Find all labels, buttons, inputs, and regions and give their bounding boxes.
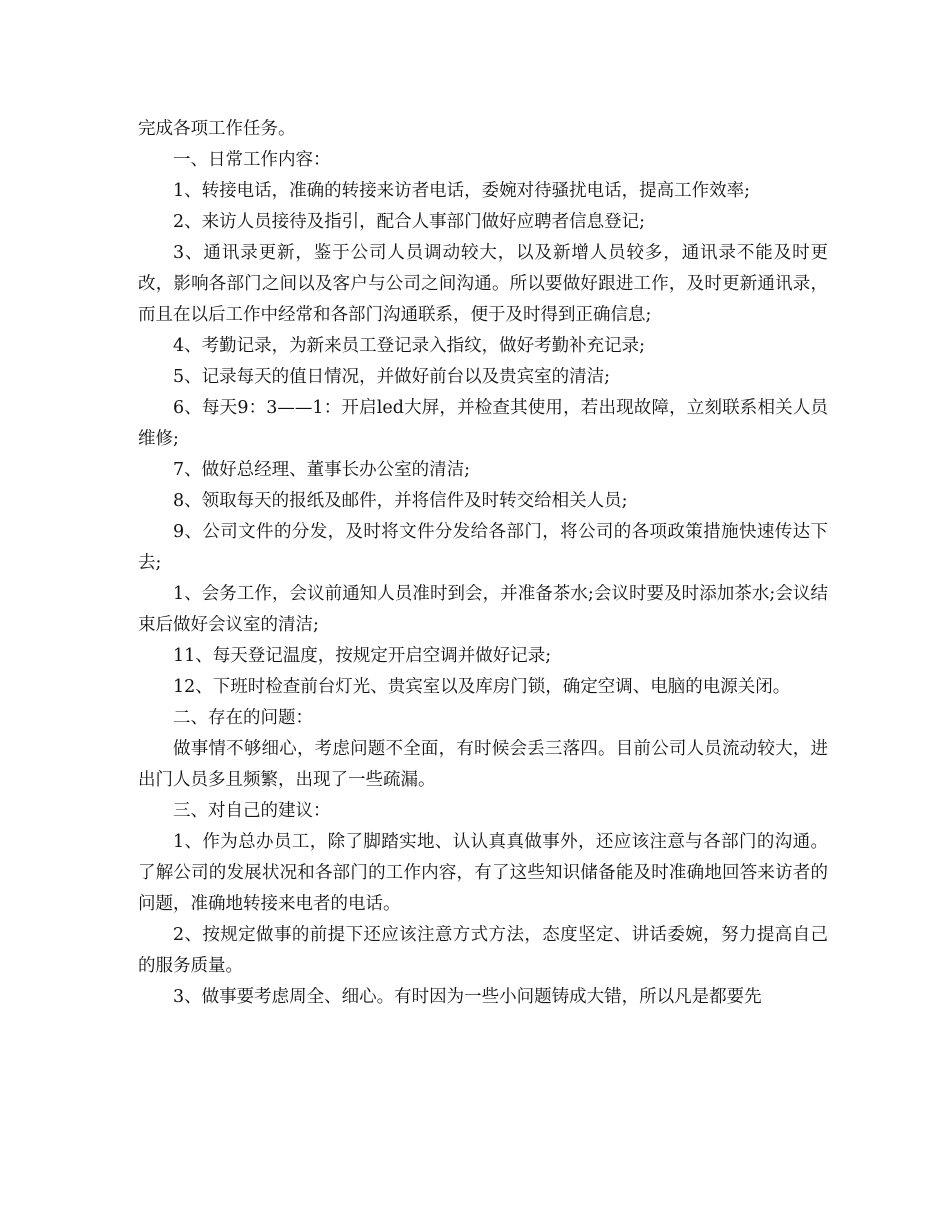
list-item: 7、做好总经理、董事长办公室的清洁; bbox=[173, 460, 471, 480]
section-heading-suggestions: 三、对自己的建议： bbox=[173, 801, 331, 821]
list-item: 2、来访人员接待及指引，配合人事部门做好应聘者信息登记; bbox=[173, 212, 646, 232]
list-item: 3、通讯录更新，鉴于公司人员调动较大，以及新增人员较多，通讯录不能及时更改，影响各部门之间以及客户与公司之间沟通。所以要做好跟进工作，及时更新通讯录，而且在以后工作中经常和各部门沟通联系，便于及时得到正确信息; bbox=[138, 243, 828, 325]
paragraph: 完成各项工作任务。 bbox=[138, 119, 296, 139]
list-item: 9、公司文件的分发，及时将文件分发给各部门，将公司的各项政策措施快速传达下去; bbox=[138, 522, 828, 573]
section-heading-daily-work: 一、日常工作内容： bbox=[173, 150, 331, 170]
list-item: 11、每天登记温度，按规定开启空调并做好记录; bbox=[173, 646, 552, 666]
list-item: 12、下班时检查前台灯光、贵宾室以及库房门锁，确定空调、电脑的电源关闭。 bbox=[173, 677, 791, 697]
list-item: 1、会务工作，会议前通知人员准时到会，并准备茶水;会议时要及时添加茶水;会议结束后做好会议室的清洁; bbox=[138, 584, 828, 635]
list-item: 8、领取每天的报纸及邮件，并将信件及时转交给相关人员; bbox=[173, 491, 628, 511]
document-body bbox=[138, 114, 828, 1013]
list-item: 2、按规定做事的前提下还应该注意方式方法，态度坚定、讲话委婉，努力提高自己的服务质量。 bbox=[138, 925, 828, 976]
section-heading-problems: 二、存在的问题： bbox=[173, 708, 313, 728]
list-item: 5、记录每天的值日情况，并做好前台以及贵宾室的清洁; bbox=[173, 367, 611, 387]
list-item: 1、作为总办员工，除了脚踏实地、认认真真做事外，还应该注意与各部门的沟通。了解公司的发展状况和各部门的工作内容，有了这些知识储备能及时准确地回答来访者的问题，准确地转接来电者的电话。 bbox=[138, 832, 828, 914]
list-item: 6、每天9：3——1：开启led大屏，并检查其使用，若出现故障，立刻联系相关人员维修; bbox=[138, 398, 828, 449]
list-item: 3、做事要考虑周全、细心。有时因为一些小问题铸成大错，所以凡是都要先 bbox=[173, 987, 762, 1007]
list-item: 1、转接电话，准确的转接来访者电话，委婉对待骚扰电话，提高工作效率; bbox=[173, 181, 751, 201]
list-item: 4、考勤记录，为新来员工登记录入指纹，做好考勤补充记录; bbox=[173, 336, 646, 356]
paragraph: 做事情不够细心，考虑问题不全面，有时候会丢三落四。目前公司人员流动较大，进出门人员多且频繁，出现了一些疏漏。 bbox=[138, 739, 828, 790]
